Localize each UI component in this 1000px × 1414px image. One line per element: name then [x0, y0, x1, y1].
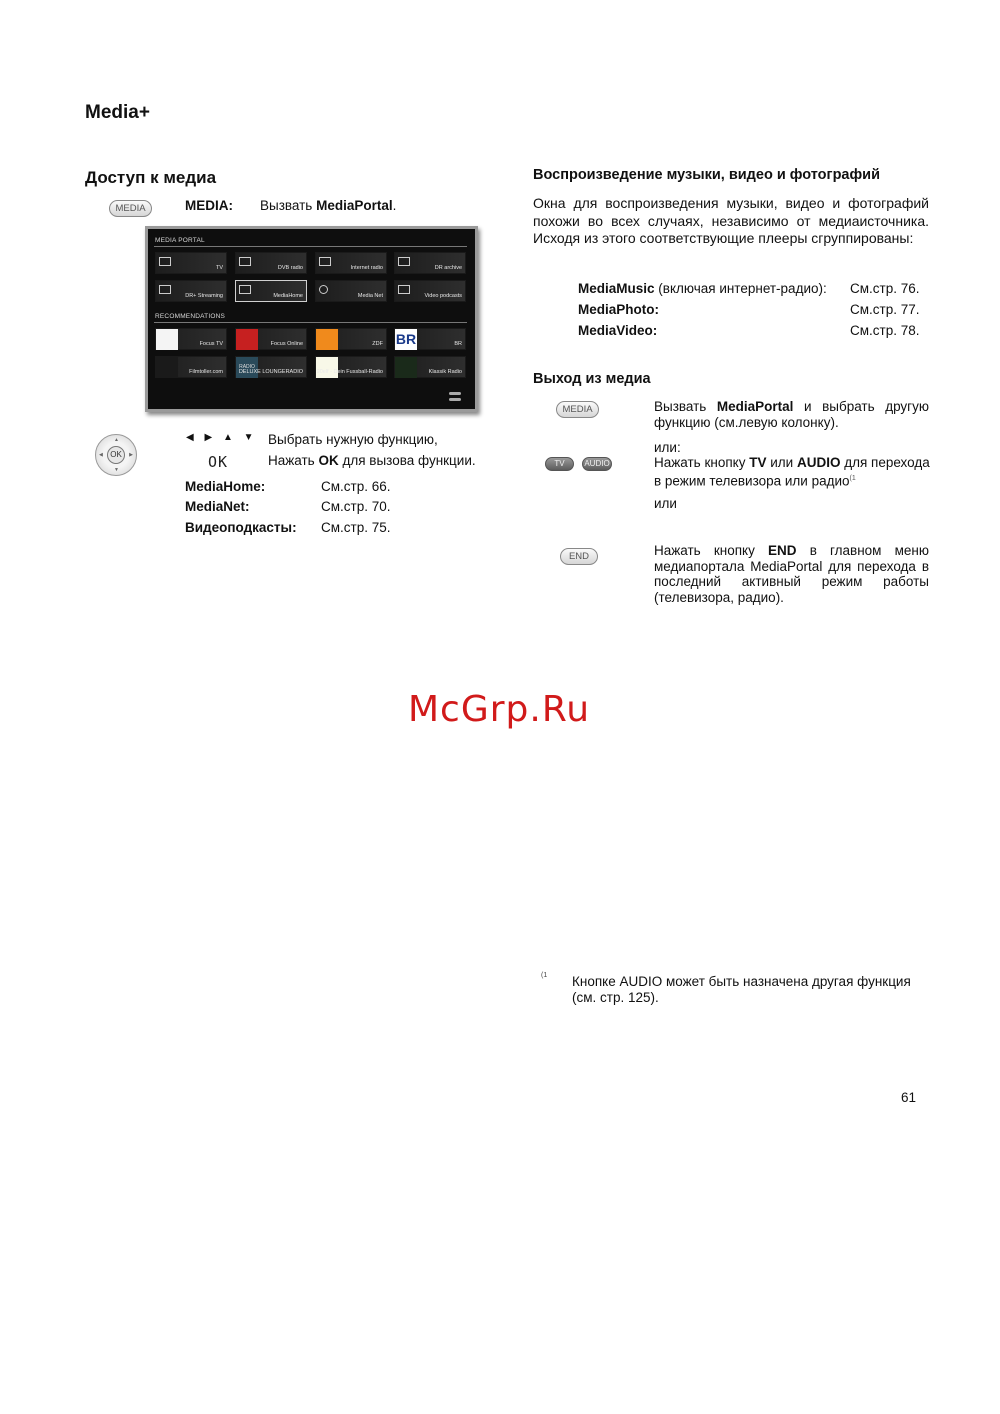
tv-icon	[159, 257, 171, 266]
or-text: или	[654, 496, 677, 511]
filmtoller-logo	[156, 357, 178, 378]
portal-tile: TV	[155, 252, 227, 274]
player-name: MediaMusic (включая интернет-радио):	[578, 281, 827, 296]
portal-section-title: RECOMMENDATIONS	[155, 313, 226, 320]
section-title-exit: Выход из медиа	[533, 371, 651, 387]
ref-page: См.стр. 66.	[321, 479, 391, 494]
portal-tile: Internet radio	[315, 252, 387, 274]
section-title-playback: Воспроизведение музыки, видео и фотографий	[533, 167, 881, 183]
ok-instruction: Нажать OK для вызова функции.	[268, 453, 476, 468]
focus-tv-logo	[156, 329, 178, 350]
ref-name: MediaHome:	[185, 479, 266, 494]
portal-tile: Focus TV	[155, 328, 227, 350]
watermark: McGrp.Ru	[408, 689, 591, 730]
tv-button-icon: TV	[545, 457, 574, 471]
ref-page: См.стр. 75.	[321, 520, 391, 535]
page-title: Media+	[85, 102, 150, 123]
player-page: См.стр. 76.	[850, 281, 920, 296]
or-text: или:	[654, 440, 681, 455]
portal-tile: Video podcasts	[394, 280, 466, 302]
ref-name: MediaNet:	[185, 499, 250, 514]
media-home-icon	[239, 285, 251, 294]
portal-tile: 90elf - Dein Fussball-Radio	[315, 356, 387, 378]
ok-button-icon: OK	[107, 446, 125, 464]
portal-tile: ZDF	[315, 328, 387, 350]
media-button-icon: MEDIA	[109, 200, 152, 217]
zdf-logo	[316, 329, 338, 350]
audio-button-icon: AUDIO	[582, 457, 612, 471]
remote-navigation-icon: ▲ ▼ ◀ ▶ OK	[95, 434, 137, 476]
footnote-mark: (1	[541, 972, 548, 979]
player-page: См.стр. 78.	[850, 323, 920, 338]
deluxe-radio-logo: RADIO	[236, 357, 258, 378]
portal-tile: DVB radio	[235, 252, 307, 274]
player-page: См.стр. 77.	[850, 302, 920, 317]
exit-option-mediaportal: Вызвать MediaPortal и выбрать другую функцию (см.левую колонку).	[654, 399, 929, 430]
media-button-icon: MEDIA	[556, 401, 599, 418]
portal-tile: Filmtoller.com	[155, 356, 227, 378]
media-call-text: Вызвать MediaPortal.	[260, 198, 397, 213]
page-number: 61	[901, 1090, 917, 1105]
internet-radio-icon	[319, 257, 331, 266]
exit-option-tv-audio: Нажать кнопку TV или AUDIO для перехода в режим телевизора или радио$^{(1}$	[654, 455, 930, 488]
archive-icon	[398, 257, 410, 266]
footnote-text: Кнопке AUDIO может быть назначена другая функция (см. стр. 125).	[572, 974, 911, 1005]
divider	[154, 246, 467, 247]
globe-icon	[319, 285, 328, 294]
portal-indicator	[449, 398, 461, 401]
media-label: MEDIA:	[185, 198, 233, 213]
portal-tile-selected: MediaHome	[235, 280, 307, 302]
streaming-icon	[159, 285, 171, 294]
portal-tile: Focus Online	[235, 328, 307, 350]
nav-instruction: Выбрать нужную функцию,	[268, 432, 438, 447]
portal-tile: RADIO DELUXE LOUNGERADIO	[235, 356, 307, 378]
portal-tile: DR archive	[394, 252, 466, 274]
playback-paragraph: Окна для воспроизведения музыки, видео и фотографий похожи во всех случаях, независимо от медиаисточника. Исходя из этого соответствующие плееры сгруппированы:	[533, 195, 929, 246]
arrow-keys-icon: ◀ ▶ ▲ ▼	[186, 432, 258, 443]
portal-tile: Media Net	[315, 280, 387, 302]
radio-icon	[239, 257, 251, 266]
focus-online-logo	[236, 329, 258, 350]
br-logo: BR	[395, 329, 417, 350]
podcast-icon	[398, 285, 410, 294]
divider	[154, 322, 467, 323]
ok-key-icon: OK	[208, 453, 229, 471]
ref-page: См.стр. 70.	[321, 499, 391, 514]
klassik-radio-logo	[395, 357, 417, 378]
end-button-icon: END	[560, 548, 598, 565]
exit-option-end: Нажать кнопку END в главном меню медиапортала MediaPortal для перехода в последний активный режим работы (телевизора, радио).	[654, 543, 929, 605]
portal-tile: Klassik Radio	[394, 356, 466, 378]
portal-tile: DR+ Streaming	[155, 280, 227, 302]
portal-tile: BR BR	[394, 328, 466, 350]
portal-section-title: MEDIA PORTAL	[155, 237, 205, 244]
player-name: MediaVideo:	[578, 323, 658, 338]
player-name: MediaPhoto:	[578, 302, 659, 317]
ref-name: Видеоподкасты:	[185, 520, 297, 535]
portal-indicator	[449, 392, 461, 395]
section-title-access: Доступ к медиа	[85, 168, 217, 187]
media-portal-screenshot	[145, 226, 478, 412]
